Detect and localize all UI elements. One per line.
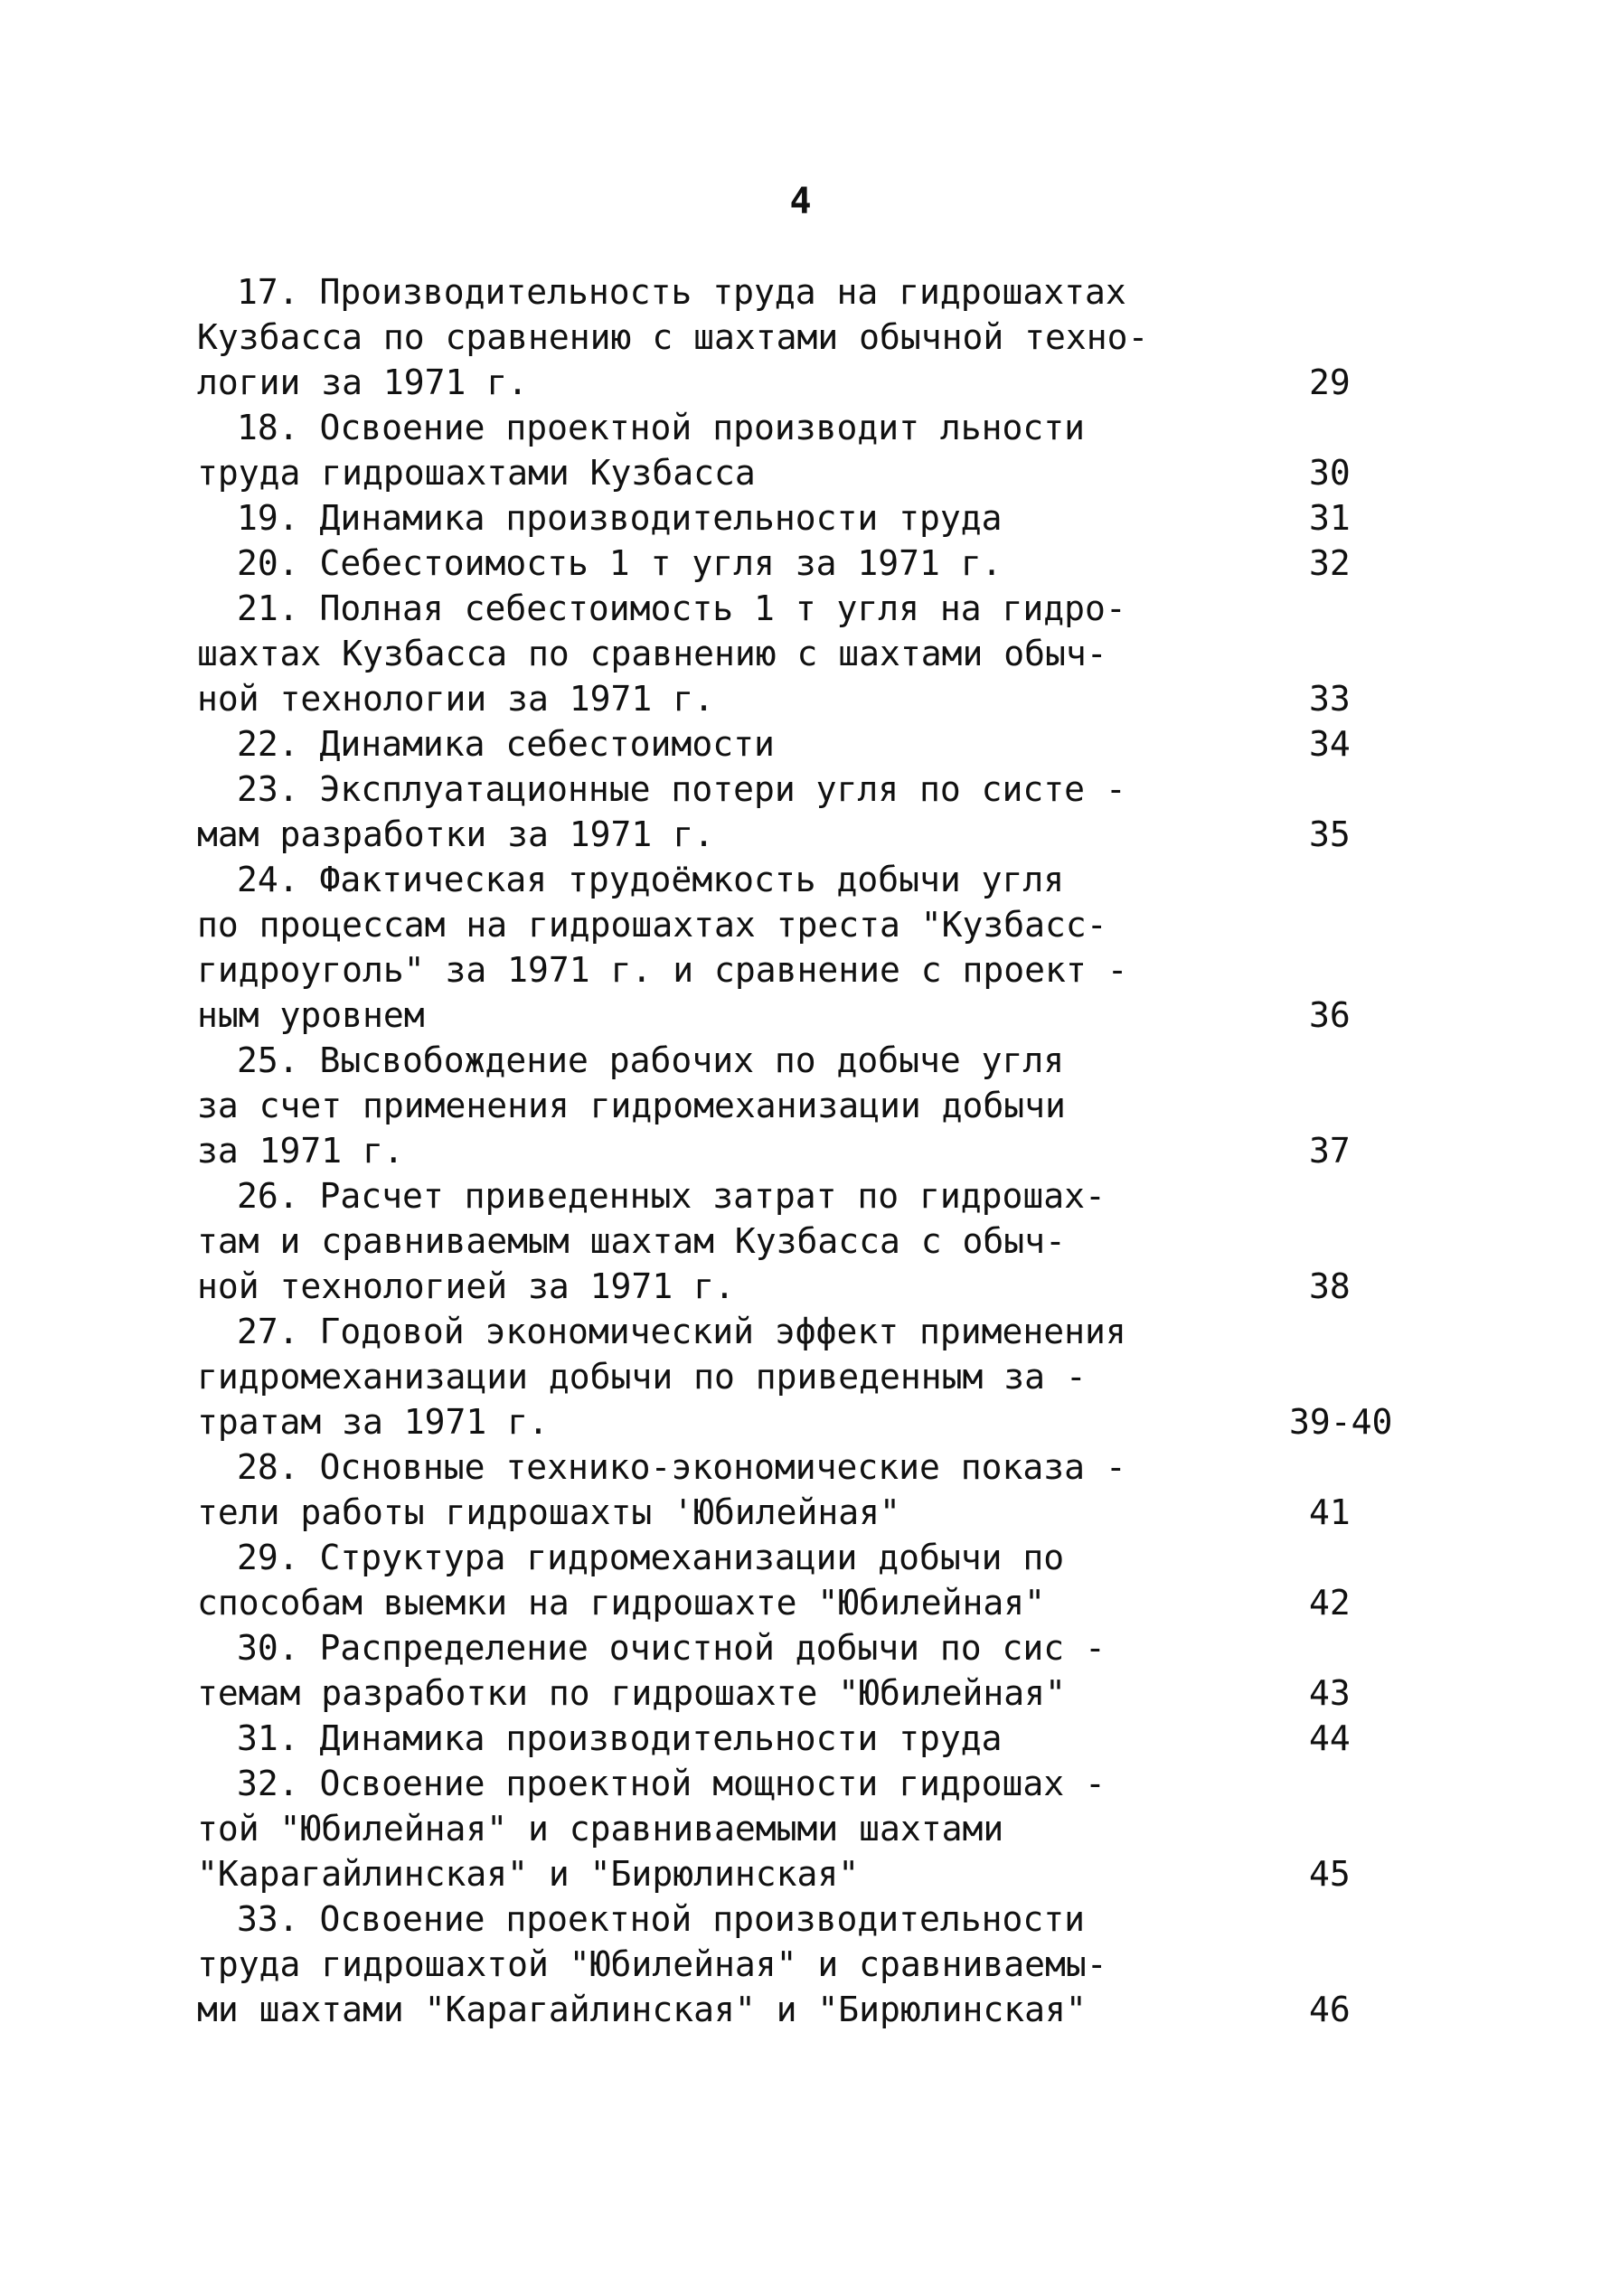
toc-entry-title: 27. Годовой экономический эффект применения — [237, 1312, 1126, 1351]
toc-entry-title-continuation: за 1971 г. — [197, 1131, 404, 1171]
toc-entry-page: 45 — [1309, 1854, 1351, 1894]
toc-entry — [197, 1173, 1408, 1309]
toc-entry — [197, 586, 1408, 721]
toc-entry-title: 33. Освоение проектной производительности — [237, 1899, 1085, 1939]
toc-entry-title: 18. Освоение проектной производит льности — [237, 408, 1085, 447]
toc-entry-title: 22. Динамика себестоимости — [237, 724, 775, 764]
toc-entry-title-continuation: Кузбасса по сравнению с шахтами обычной техно- — [197, 317, 1149, 357]
toc-entry-title: 26. Расчет приведенных затрат по гидрошах- — [237, 1176, 1106, 1216]
toc-entry-page: 29 — [1309, 362, 1351, 402]
toc-entry-title: 20. Себестоимость 1 т угля за 1971 г. — [237, 543, 1003, 583]
toc-entry-title: 29. Структура гидромеханизации добычи по — [237, 1538, 1065, 1577]
toc-entry-page: 42 — [1309, 1583, 1351, 1623]
toc-entry-page: 41 — [1309, 1492, 1351, 1532]
toc-entry — [197, 1309, 1408, 1444]
toc-entry-title-continuation: по процессам на гидрошахтах треста "Кузбасс- — [197, 905, 1107, 945]
toc-entry — [197, 1038, 1408, 1173]
toc-entry-title-continuation: ной технологией за 1971 г. — [197, 1266, 735, 1306]
toc-entry — [197, 495, 1408, 541]
toc-entry — [197, 1896, 1408, 2032]
toc-entry-title: 24. Фактическая трудоёмкость добычи угля — [237, 860, 1065, 899]
toc-entry — [197, 541, 1408, 586]
toc-entry — [197, 405, 1408, 495]
toc-entry-title-continuation: способам выемки на гидрошахте "Юбилейная" — [197, 1583, 1045, 1623]
toc-entry-title: 25. Высвобождение рабочих по добыче угля — [237, 1040, 1065, 1080]
toc-entry-title-continuation: ным уровнем — [197, 995, 425, 1035]
toc-entry — [197, 1625, 1408, 1716]
toc-entry — [197, 1535, 1408, 1625]
toc-entry-title-continuation: труда гидрошахтами Кузбасса — [197, 453, 756, 493]
toc-entry — [197, 857, 1408, 1038]
toc-entry-page: 44 — [1309, 1718, 1351, 1758]
toc-entry-title: 17. Производительность труда на гидрошахтах — [237, 272, 1126, 312]
toc-entry — [197, 1444, 1408, 1535]
toc-entry-title-continuation: шахтах Кузбасса по сравнению с шахтами обыч- — [197, 634, 1107, 673]
toc-entry-page: 36 — [1309, 995, 1351, 1035]
toc-entry-title: 19. Динамика производительности труда — [237, 498, 1003, 538]
toc-entry-title-continuation: той "Юбилейная" и сравниваемыми шахтами — [197, 1809, 1004, 1849]
toc-entry-title: 32. Освоение проектной мощности гидрошах - — [237, 1764, 1106, 1803]
toc-entry-page: 30 — [1309, 453, 1351, 493]
toc-entry-title-continuation: ной технологии за 1971 г. — [197, 679, 714, 719]
toc-entry-title-continuation: за счет применения гидромеханизации добычи — [197, 1086, 1066, 1125]
toc-entry-page: 37 — [1309, 1131, 1351, 1171]
toc-entry-title: 23. Эксплуатационные потери угля по систе - — [237, 769, 1126, 809]
toc-entry — [197, 1716, 1408, 1761]
toc-entry-title-continuation: мам разработки за 1971 г. — [197, 814, 714, 854]
toc-entry — [197, 721, 1408, 767]
toc-entry-page: 46 — [1309, 1990, 1351, 2029]
toc-entry-title-continuation: там и сравниваемым шахтам Кузбасса с обыч- — [197, 1221, 1066, 1261]
toc-entry-title: 30. Распределение очистной добычи по сис - — [237, 1628, 1106, 1668]
toc-entry-page: 43 — [1309, 1673, 1351, 1713]
toc-entry-title-continuation: труда гидрошахтой "Юбилейная" и сравниваемы- — [197, 1944, 1107, 1984]
toc-entry-title-continuation: "Карагайлинская" и "Бирюлинская" — [197, 1854, 860, 1894]
toc-entry-title-continuation: тратам за 1971 г. — [197, 1402, 549, 1442]
toc-entry-page: 32 — [1309, 543, 1351, 583]
toc-entry-title-continuation: логии за 1971 г. — [197, 362, 529, 402]
page-number: 4 — [789, 181, 812, 222]
toc-entry-page: 35 — [1309, 814, 1351, 854]
toc-entry — [197, 1761, 1408, 1896]
toc-entry-page: 38 — [1309, 1266, 1351, 1306]
toc-entry-page: 33 — [1309, 679, 1351, 719]
toc-entry-page: 39-40 — [1289, 1402, 1393, 1442]
toc-entry-page: 31 — [1309, 498, 1351, 538]
toc-entry-title-continuation: ми шахтами "Карагайлинская" и "Бирюлинская" — [197, 1990, 1087, 2029]
toc-entry-title: 28. Основные технико-экономические показа - — [237, 1447, 1126, 1487]
table-of-contents — [197, 269, 1408, 2032]
toc-entry-title: 21. Полная себестоимость 1 т угля на гидро- — [237, 588, 1126, 628]
toc-entry-title-continuation: темам разработки по гидрошахте "Юбилейная" — [197, 1673, 1066, 1713]
toc-entry-page: 34 — [1309, 724, 1351, 764]
toc-entry — [197, 269, 1408, 405]
toc-entry-title: 31. Динамика производительности труда — [237, 1718, 1003, 1758]
toc-entry-title-continuation: гидромеханизации добычи по приведенным за - — [197, 1357, 1087, 1397]
toc-entry — [197, 767, 1408, 857]
toc-entry-title-continuation: гидроуголь" за 1971 г. и сравнение с проект - — [197, 950, 1128, 990]
toc-entry-title-continuation: тели работы гидрошахты 'Юбилейная" — [197, 1492, 900, 1532]
